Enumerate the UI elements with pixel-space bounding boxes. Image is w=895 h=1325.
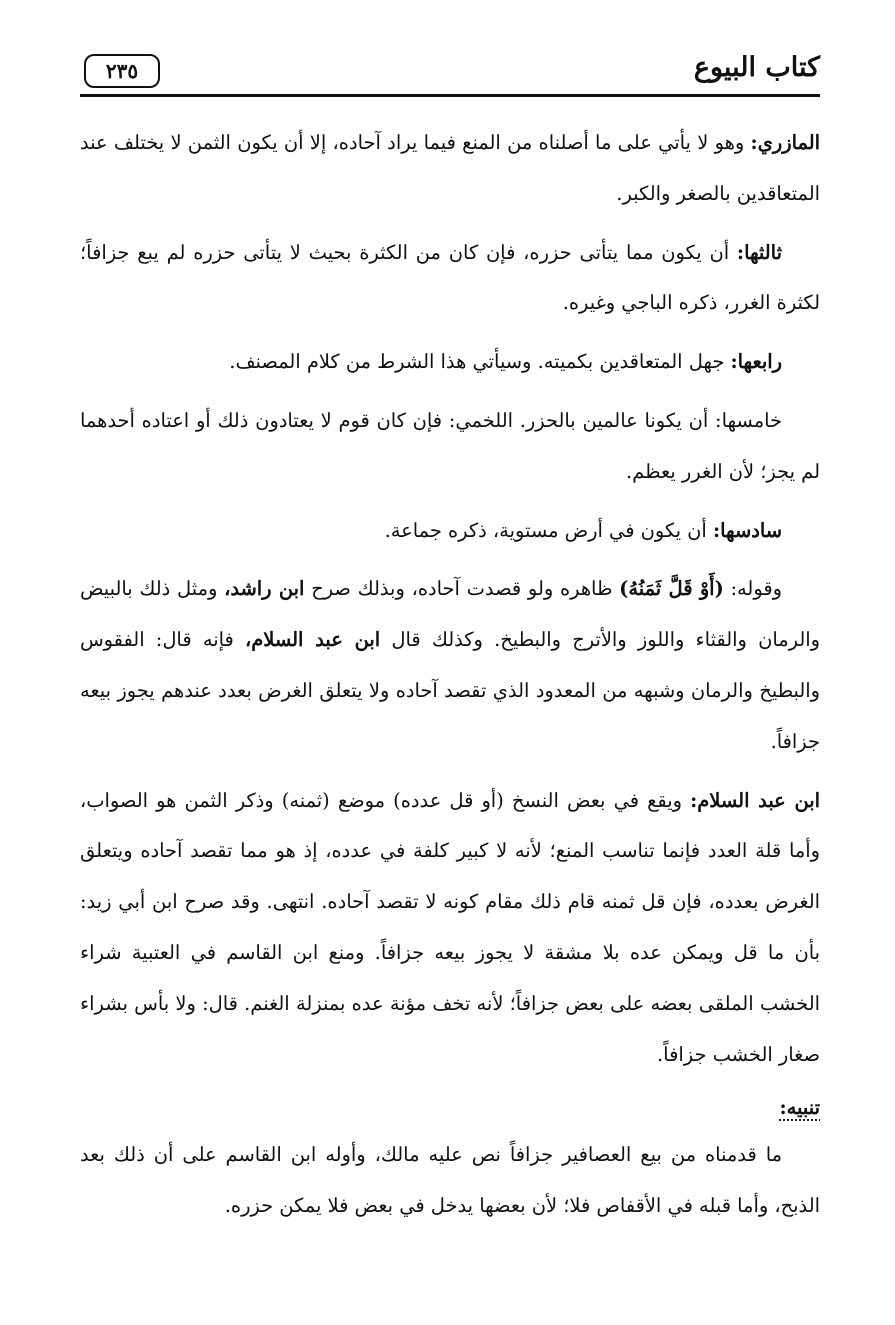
- paragraph-lead: ثالثها:: [736, 240, 782, 264]
- paragraph-text: وقوله:: [723, 577, 782, 601]
- paragraph-text: أن يكون مما يتأتى حزره، فإن كان من الكثرة بحيث لا يتأتى حزره لم يبع جزافاً؛ لكثرة الغرر، ذكره الباجي وغيره.: [80, 240, 820, 315]
- scholar-name: ابن عبد السلام،: [245, 628, 381, 652]
- paragraph-text: أن يكون في أرض مستوية، ذكره جماعة.: [384, 518, 713, 542]
- paragraph-mazari: [80, 118, 820, 220]
- paragraph-text: جهل المتعاقدين بكميته. وسيأتي هذا الشرط من كلام المصنف.: [229, 350, 731, 374]
- paragraph-text: فإنه قال: الفقوس والبطيخ والرمان وشبهه من المعدود الذي تقصد آحاده ولا يتعلق الغرض بعدد عندهم يجوز بيعه جزافاً.: [80, 628, 820, 753]
- paragraph-ibn-abd-alsalam: [80, 776, 820, 1081]
- paragraph-lead: رابعها:: [730, 350, 782, 374]
- book-title: كتاب البيوع: [693, 52, 820, 83]
- page-number: ٢٣٥: [84, 54, 160, 88]
- scholar-name: ابن راشد،: [224, 577, 305, 601]
- page-header: [80, 50, 820, 100]
- paragraph-third: [80, 228, 820, 330]
- paragraph-fourth: [80, 337, 820, 388]
- header-rule: [80, 94, 820, 97]
- notice-paragraph: ما قدمناه من بيع العصافير جزافاً نص عليه مالك، وأوله ابن القاسم على أن ذلك بعد الذبح، وأما قبله في الأقفاص فلا؛ لأن بعضها يدخل في بعض فلا يمكن حزره.: [80, 1143, 820, 1218]
- paragraph-text: ظاهره ولو قصدت آحاده، وبذلك صرح: [304, 577, 620, 601]
- paragraph-quote-commentary: [80, 564, 820, 767]
- paragraph-sixth: [80, 506, 820, 557]
- page-body: [80, 118, 820, 1232]
- paragraph-text: خامسها: أن يكونا عالمين بالحزر. اللخمي: فإن كان قوم لا يعتادون ذلك أو اعتاده أحدهما لم يجز؛ لأن الغرر يعظم.: [80, 408, 820, 483]
- paragraph-text: ومثل ذلك بالبيض والرمان والقثاء واللوز والأترج والبطيخ. وكذلك قال: [80, 577, 820, 652]
- paragraph-text: ويقع في بعض النسخ (أو قل عدده) موضع (ثمنه) وذكر الثمن هو الصواب، وأما قلة العدد فإنما تناسب المنع؛ لأنه لا كبير كلفة في عدده، إذ هو مما تقصد آحاده ويتعلق الغرض بعدده، فإن قل ثمنه قام ذلك مقام كونه لا تقصد آحاده. انتهى. وقد صرح ابن أبي زيد: بأن ما قل ويمكن عده بلا مشقة لا يجوز بيعه جزافاً. ومنع ابن القاسم في العتبية شراء الخشب الملقى بعضه على بعض جزافاً؛ لأنه تخف مؤنة عده بمنزلة الغنم. قال: ولا بأس بشراء صغار الخشب جزافاً.: [80, 788, 820, 1066]
- quoted-matn: (أَوْ قَلَّ ثَمَنُهُ): [619, 577, 724, 601]
- paragraph-lead: ابن عبد السلام:: [690, 788, 820, 812]
- notice-heading: تنبيه:: [779, 1096, 820, 1120]
- paragraph-text: وهو لا يأتي على ما أصلناه من المنع فيما يراد آحاده، إلا أن يكون الثمن لا يختلف عند المتعاقدين بالصغر والكبر.: [80, 131, 820, 205]
- paragraph-lead: سادسها:: [712, 518, 782, 542]
- paragraph-lead: المازري:: [750, 131, 820, 154]
- paragraph-fifth: [80, 396, 820, 498]
